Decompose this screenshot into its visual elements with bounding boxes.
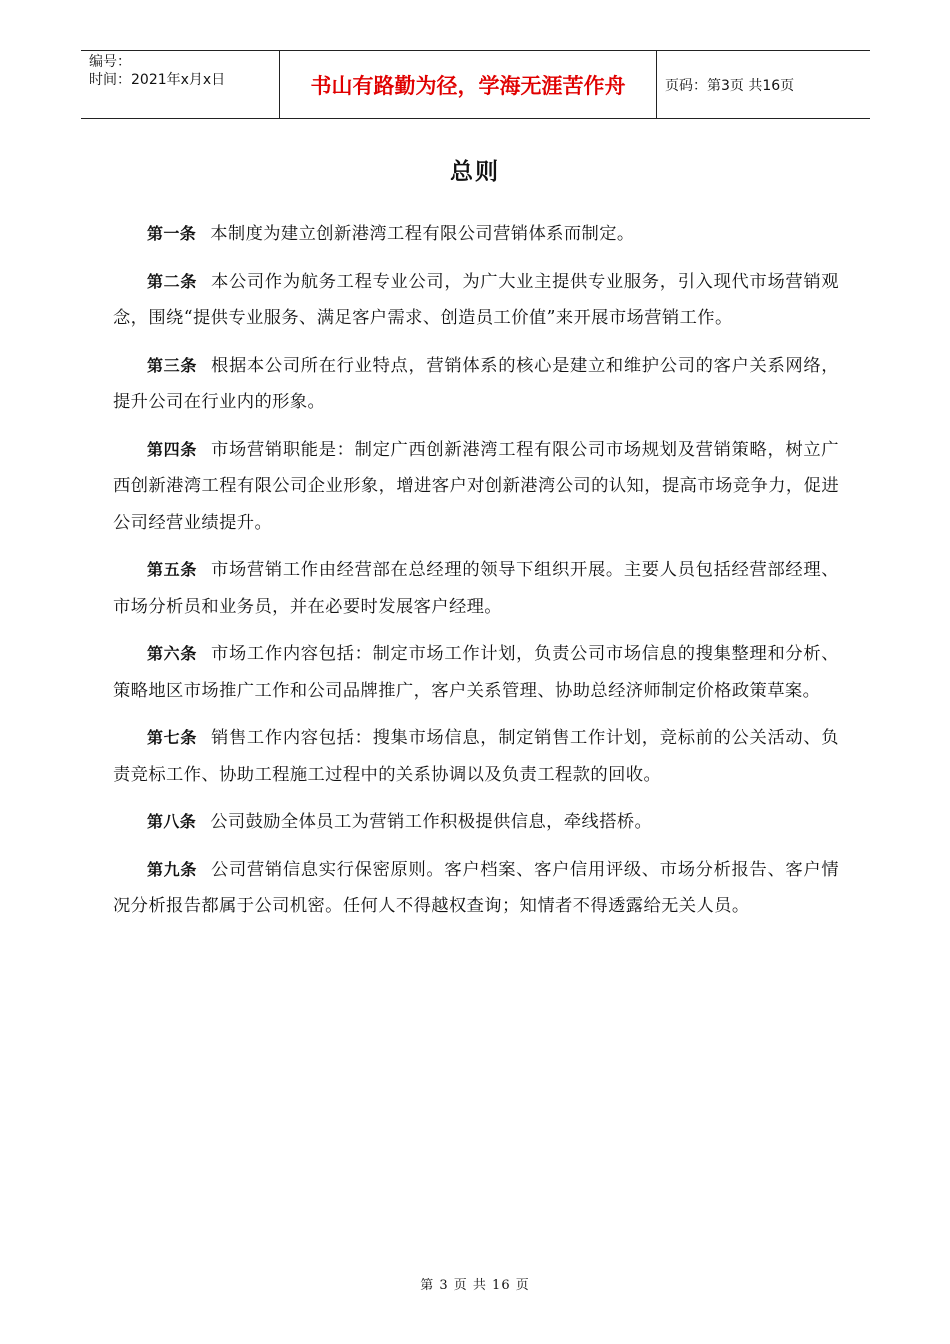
article-number: 第四条 <box>147 439 198 459</box>
article-text: 公司鼓励全体员工为营销工作积极提供信息，牵线搭桥。 <box>210 812 653 832</box>
article <box>113 804 839 841</box>
article <box>113 852 839 925</box>
article-number: 第八条 <box>147 812 197 831</box>
page-title: 总则 <box>450 159 500 185</box>
article-text: 本制度为建立创新港湾工程有限公司营销体系而制定。 <box>210 224 635 244</box>
article-number: 第二条 <box>147 271 198 291</box>
article-number: 第五条 <box>147 560 198 579</box>
article-text: 根据本公司所在行业特点，营销体系的核心是建立和维护公司的客户关系网络，提升公司在行业内的形象。 <box>113 355 839 412</box>
header-page-cell <box>657 51 870 118</box>
article-number: 第一条 <box>147 224 197 243</box>
article-text: 市场工作内容包括：制定市场工作计划，负责公司市场信息的搜集整理和分析、策略地区市场推广工作和公司品牌推广，客户关系管理、协助总经济师制定价格政策草案。 <box>113 644 839 701</box>
article-text: 销售工作内容包括：搜集市场信息，制定销售工作计划，竞标前的公关活动、负责竞标工作、协助工程施工过程中的关系协调以及负责工程款的回收。 <box>113 728 839 785</box>
document-body <box>113 216 839 936</box>
article-text: 市场营销工作由经营部在总经理的领导下组织开展。主要人员包括经营部经理、市场分析员和业务员，并在必要时发展客户经理。 <box>113 560 839 617</box>
article-number: 第六条 <box>147 644 198 663</box>
article-number: 第三条 <box>147 355 198 375</box>
page-footer: 第 3 页 共 16 页 <box>420 1278 530 1293</box>
article-text: 市场营销职能是：制定广西创新港湾工程有限公司市场规划及营销策略，树立广西创新港湾工程有限公司企业形象，增进客户对创新港湾公司的认知，提高市场竞争力，促进公司经营业绩提升。 <box>113 439 839 533</box>
article-number: 第七条 <box>147 728 198 747</box>
article <box>113 432 839 542</box>
header-motto-cell <box>280 51 657 118</box>
article <box>113 348 839 421</box>
header-meta-cell <box>81 51 280 118</box>
article-text: 公司营销信息实行保密原则。客户档案、客户信用评级、市场分析报告、客户情况分析报告都属于公司机密。任何人不得越权查询；知情者不得透露给无关人员。 <box>113 859 839 916</box>
header-page-info: 页码：第3页 共16页 <box>665 77 795 94</box>
page-header <box>81 50 870 119</box>
article <box>113 216 839 253</box>
article <box>113 552 839 625</box>
document-date-label: 时间：2021年x月x日 <box>89 72 226 88</box>
article <box>113 636 839 709</box>
article-number: 第九条 <box>147 859 198 879</box>
article <box>113 720 839 793</box>
article-text: 本公司作为航务工程专业公司，为广大业主提供专业服务，引入现代市场营销观念，围绕“提供专业服务、满足客户需求、创造员工价值”来开展市场营销工作。 <box>113 271 839 328</box>
article <box>113 264 839 337</box>
document-number-label: 编号： <box>89 54 131 70</box>
header-motto: 书山有路勤为径，学海无涯苦作舟 <box>310 73 626 98</box>
